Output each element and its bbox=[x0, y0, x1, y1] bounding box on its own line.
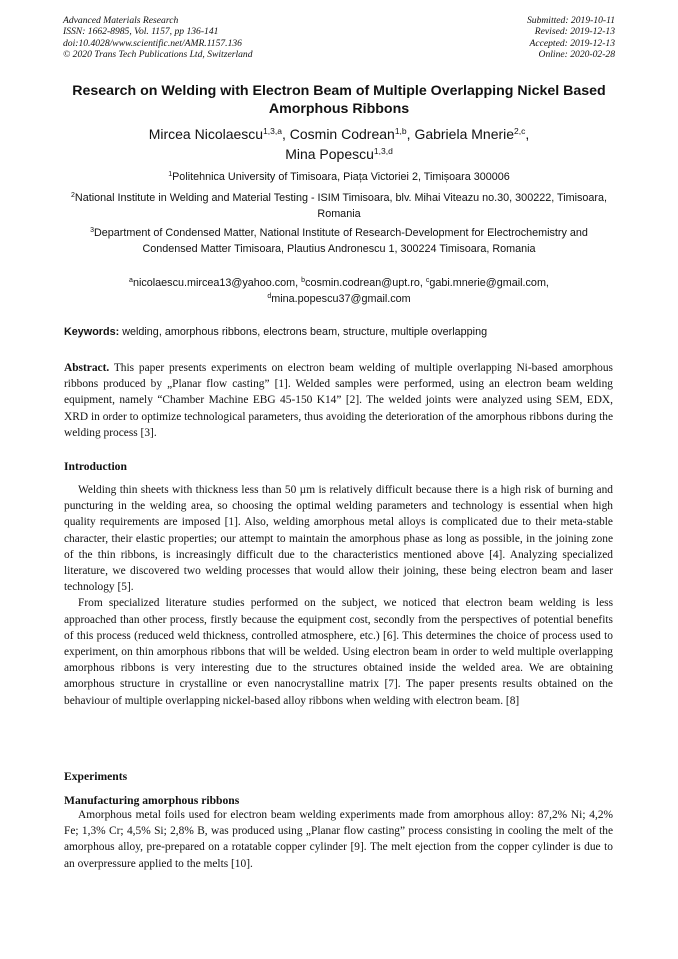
affiliation-sup: 3 bbox=[90, 227, 94, 234]
keywords-label: Keywords: bbox=[64, 326, 120, 338]
author-sup: 1,b bbox=[394, 126, 407, 136]
journal-copyright: © 2020 Trans Tech Publications Ltd, Switzerland bbox=[63, 49, 253, 61]
journal-info bbox=[63, 15, 253, 61]
author-name: Mircea Nicolaescu bbox=[148, 126, 264, 142]
date-revised: Revised: 2019-12-13 bbox=[534, 26, 615, 38]
affiliation-3 bbox=[70, 225, 608, 257]
author-emails bbox=[70, 275, 608, 307]
author-separator: , bbox=[406, 126, 415, 142]
affiliation-2 bbox=[70, 190, 608, 222]
email-sup: b bbox=[301, 277, 306, 284]
email-sup: a bbox=[129, 277, 133, 284]
affiliation-sup: 1 bbox=[168, 171, 173, 178]
author-list bbox=[70, 125, 608, 164]
section-heading-introduction: Introduction bbox=[64, 460, 127, 473]
email-link[interactable]: mina.popescu37@gmail.com bbox=[271, 293, 411, 305]
affiliation-1 bbox=[70, 169, 608, 185]
email-link[interactable]: nicolaescu.mircea13@yahoo.com, bbox=[132, 277, 302, 289]
author-separator: , bbox=[281, 126, 290, 142]
keywords bbox=[64, 325, 624, 339]
email-sup: c bbox=[425, 277, 430, 284]
paper-title: Research on Welding with Electron Beam of Multiple Overlapping Nickel Based Amorphous Ribbons bbox=[72, 83, 606, 117]
keywords-text: welding, amorphous ribbons, electrons beam, structure, multiple overlapping bbox=[119, 326, 488, 338]
subsection-heading-manufacturing: Manufacturing amorphous ribbons bbox=[64, 794, 240, 807]
journal-issn: ISSN: 1662-8985, Vol. 1157, pp 136-141 bbox=[63, 26, 219, 38]
paragraph: Amorphous metal foils used for electron beam welding experiments made from amorphous alloy: 87,2% Ni; 4,2% Fe; 1,3% Cr; 4,5% Si; 2,8% B, was produced using „Planar flow casting” process consisting in cooling the melt of the amorphous alloy, pre-prepared on a rotatable copper cylinder [9]. The melt ejection from the copper cylinder is due to an overpressure applied to the melts [10]. bbox=[64, 809, 613, 870]
journal-doi[interactable]: doi:10.4028/www.scientific.net/AMR.1157.136 bbox=[63, 37, 242, 49]
date-submitted: Submitted: 2019-10-11 bbox=[526, 15, 615, 26]
publication-dates bbox=[527, 15, 615, 61]
paragraph: Welding thin sheets with thickness less than 50 µm is relatively difficult because there is a high risk of burning and puncturing in the welding area, so choosing the optimal welding parameters and technology is essential when high quality requirements are imposed [1]. Also, welding amorphous metal alloys is complicated due to their meta-stable character, their elastic properties; our attempt to maintain the amorphous phase as long as possible, in the joining zone of the thin ribbons, is increasingly difficult due to the characteristics mentioned above [4]. Analyzing specialized literature, we discovered two welding processes that would allow their joining, these being electron beam and laser technology [5]. bbox=[64, 484, 613, 594]
author-name: Gabriela Mnerie bbox=[414, 126, 515, 142]
email-link[interactable]: cosmin.codrean@upt.ro, bbox=[305, 277, 426, 289]
author-name: Mina Popescu bbox=[285, 145, 374, 162]
affiliation-text: National Institute in Welding and Material Testing - ISIM Timisoara, blv. Mihai Viteazu no.30, 300222, Timisoara, Romania bbox=[74, 192, 608, 220]
email-link[interactable]: gabi.mnerie@gmail.com, bbox=[429, 277, 549, 289]
affiliation-text: Department of Condensed Matter, National Institute of Research-Development for Electrochemistry and Condensed Matter Timisoara, Plautius Andronescu 1, 300224 Timisoara, Romania bbox=[94, 227, 588, 255]
manufacturing-body bbox=[64, 807, 613, 872]
paragraph: From specialized literature studies performed on the subject, we noticed that electron beam welding is less approached than other process, firstly because the equipment cost, secondly from the perspectives of potential benefits of this process (reduced weld thickness, controlled atmosphere, etc.) [6]. This determines the choice of process used to experiment, on thin amorphous ribbons that will be welded. Using electron beam in order to weld multiple overlapping amorphous ribbons is very interesting due to the structures obtained inside the welded area. We are obtaining amorphous structure in crystalline or even nanocrystalline matrix [7]. The paper presents results obtained on the behaviour of multiple overlapping nickel-based alloy ribbons when welding with electron beam. [8] bbox=[64, 597, 613, 707]
introduction-body bbox=[64, 482, 613, 709]
affiliation-sup: 2 bbox=[70, 192, 75, 199]
author-separator: , bbox=[525, 126, 530, 142]
journal-name: Advanced Materials Research bbox=[63, 15, 179, 26]
author-name: Cosmin Codrean bbox=[289, 126, 395, 142]
date-online: Online: 2020-02-28 bbox=[538, 49, 615, 61]
date-accepted: Accepted: 2019-12-13 bbox=[529, 37, 615, 49]
author-sup: 2,c bbox=[514, 126, 526, 136]
section-heading-experiments: Experiments bbox=[64, 770, 128, 783]
email-sup: d bbox=[267, 293, 272, 300]
affiliation-text: Politehnica University of Timisoara, Piața Victoriei 2, Timișoara 300006 bbox=[172, 171, 510, 183]
abstract-label: Abstract. bbox=[64, 362, 110, 374]
abstract bbox=[64, 360, 613, 441]
author-sup: 1,3,a bbox=[263, 126, 282, 136]
abstract-text: This paper presents experiments on electron beam welding of multiple overlapping Ni-based amorphous ribbons produced by „Planar flow casting” [1]. Welded samples were performed, using an electron beam welding equipment, namely “Chamber Machine EBG 45-150 K14” [2]. The welded joints were analyzed using SEM, EDX, XRD in order to optimize technological parameters, thus avoiding the deterioration of the amorphous ribbons during the welding process [3]. bbox=[64, 362, 613, 439]
author-sup: 1,3,d bbox=[373, 145, 393, 156]
